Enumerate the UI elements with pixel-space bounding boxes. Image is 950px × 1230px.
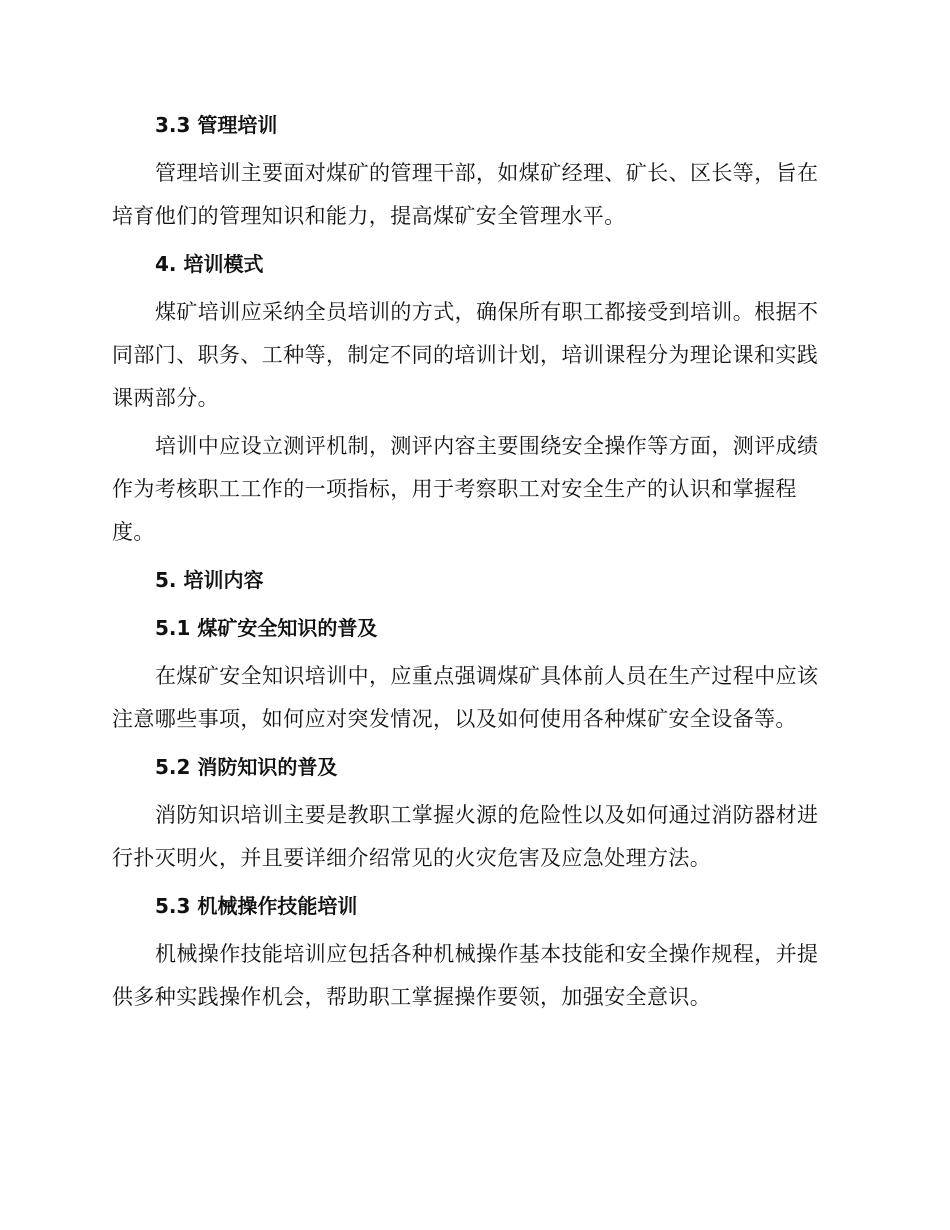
paragraph-assessment-mechanism: 培训中应设立测评机制，测评内容主要围绕安全操作等方面，测评成绩作为考核职工工作的一项指标，用于考察职工对安全生产的认识和掌握程度。 bbox=[112, 434, 819, 544]
section-heading-5-3: 5.3 机械操作技能培训 bbox=[155, 894, 358, 918]
paragraph-fire-knowledge: 消防知识培训主要是教职工掌握火源的危险性以及如何通过消防器材进行扑灭明火，并且要详细介绍常见的火灾危害及应急处理方法。 bbox=[112, 803, 819, 870]
paragraph-machine-operation: 机械操作技能培训应包括各种机械操作基本技能和安全操作规程，并提供多种实践操作机会，帮助职工掌握操作要领，加强安全意识。 bbox=[112, 942, 819, 1009]
section-heading-5-2: 5.2 消防知识的普及 bbox=[155, 755, 338, 779]
section-heading-3-3: 3.3 管理培训 bbox=[155, 113, 278, 137]
document-body bbox=[112, 104, 832, 1024]
section-heading-5-1: 5.1 煤矿安全知识的普及 bbox=[155, 616, 378, 640]
section-heading-5: 5. 培训内容 bbox=[155, 568, 264, 592]
paragraph-safety-knowledge: 在煤矿安全知识培训中，应重点强调煤矿具体前人员在生产过程中应该注意哪些事项，如何应对突发情况，以及如何使用各种煤矿安全设备等。 bbox=[112, 664, 819, 731]
paragraph-management-training: 管理培训主要面对煤矿的管理干部，如煤矿经理、矿长、区长等，旨在培育他们的管理知识和能力，提高煤矿安全管理水平。 bbox=[112, 161, 819, 228]
paragraph-training-mode: 煤矿培训应采纳全员培训的方式，确保所有职工都接受到培训。根据不同部门、职务、工种等，制定不同的培训计划，培训课程分为理论课和实践课两部分。 bbox=[112, 300, 819, 410]
section-heading-4: 4. 培训模式 bbox=[155, 252, 264, 276]
